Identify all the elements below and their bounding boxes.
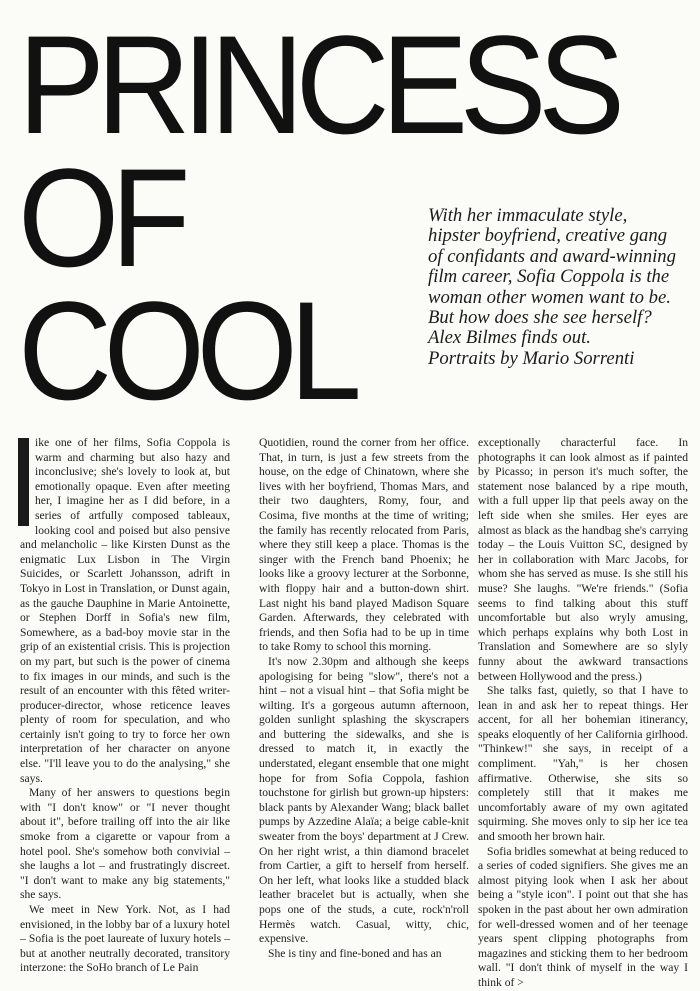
paragraph <box>20 436 230 786</box>
standfirst-line: With her immaculate style, <box>428 205 628 226</box>
headline-line-1: PRINCESS <box>18 6 617 163</box>
standfirst-line: But how does she see herself? <box>428 307 652 329</box>
standfirst-line: film career, Sofia Coppola is the <box>428 266 670 288</box>
paragraph: exceptionally characterful face. In photographs it can look almost as if painted by Picasso; in person it's much softer, the statement nose balanced by a ripe mouth, with a full upper lip that peels away on the left side when she smiles. Her eyes are almost as black as the handbag she's carrying today – the Louis Vuitton SC, designed by her in collaboration with Marc Jacobs, for whom she has served as muse. Is she still his muse? She laughs. "We're friends." (Sofia seems to find talking about this stuff uncomfortable but also wryly amusing, which perhaps explains why both Lost in Translation and Somewhere are so slyly funny about the awkward transactions between Hollywood and the press.) <box>478 436 688 683</box>
drop-cap <box>18 438 29 526</box>
standfirst-line: hipster boyfriend, creative gang <box>428 225 668 247</box>
standfirst <box>428 206 696 369</box>
paragraph: She talks fast, quietly, so that I have to lean in and ask her to repeat things. Her accent, for all her bohemian itinerancy, speaks eloquently of her California girlhood. "Thinkew!" she says, in receipt of a compliment. "Yah," is her chosen affirmative. Otherwise, she sits so completely still that it makes me uncomfortably aware of my own agitated squirming. She moves only to sip her ice tea and smooth her brown hair. <box>478 684 688 844</box>
headline-line-3: COOL <box>18 272 354 429</box>
paragraph: We meet in New York. Not, as I had envisioned, in the lobby bar of a luxury hotel – Sofia is the poet laureate of luxury hotels – but at another neutrally decorated, transitory interzone: the SoHo branch of Le Pain <box>20 903 230 975</box>
headline-line-2: OF <box>18 139 183 296</box>
standfirst-line: Alex Bilmes finds out. <box>428 327 591 349</box>
standfirst-line: woman other women want to be. <box>428 286 671 308</box>
paragraph: Many of her answers to questions begin with "I don't know" or "I never thought about it", before trailing off into the air like smoke from a cigarette or vapour from a hotel pool. She's somehow both convivial – she laughs a lot – and frustratingly discreet. "I don't want to make any big statements," she says. <box>20 786 230 902</box>
article-column-2 <box>259 436 469 961</box>
paragraph: It's now 2.30pm and although she keeps apologising for being "slow", there's not a hint – not a visual hint – that Sofia might be wilting. It's a gorgeous autumn afternoon, golden sunlight splashing the skyscrapers and buttering the sidewalks, and she is dressed to match it, in exactly the understated, elegant ensemble that one might hope for from Sofia Coppola, fashion touchstone for girlish but grown-up hipsters: black pants by Alexander Wang; black ballet pumps by Azzedine Alaïa; a beige cable-knit sweater from the boys' department at J Crew. On her right wrist, a thin diamond bracelet from Cartier, a gift to herself from herself. On her left, what looks like a studded black leather bracelet but is actually, when she pops one of the studs, a cute, rock'n'roll Hermès watch. Casual, witty, chic, expensive. <box>259 654 469 946</box>
article-column-1 <box>20 436 230 976</box>
article-column-3 <box>478 436 688 991</box>
paragraph: She is tiny and fine-boned and has an <box>268 946 442 960</box>
standfirst-line: Portraits by Mario Sorrenti <box>428 347 635 369</box>
standfirst-line: of confidants and award-winning <box>428 245 676 267</box>
paragraph-text: ike one of her films, Sofia Coppola is warm and charming but also hazy and inconclusive; she's lovely to look at, but emotionally opaque. Even after meeting her, I imagine her as I did before, in a series of artfully composed tableaux, looking cool and poised but also pensive and melancholic – like Kirsten Dunst as the enigmatic Lux Lisbon in The Virgin Suicides, or Scarlett Johansson, adrift in Tokyo in Lost in Translation, or Dunst again, as the gauche Dauphine in Marie Antoinette, or Stephen Dorff in Sofia's new film, Somewhere, as a bad-boy movie star in the grip of an existential crisis. This is projection on my part, but such is the power of cinema to fix images in our minds, and such is the result of an encounter with this fêted writer-producer-director, whose reticence leaves plenty of room for speculation, and who certainly isn't going to try to force her own interpretation of her character on anyone else. "I'll leave you to do the analysing," she says. <box>20 436 230 785</box>
paragraph: Sofia bridles somewhat at being reduced to a series of coded signifiers. She gives me an almost pitying look when I ask her about being a "style icon". I point out that she has spoken in the past about her own admiration for well-dressed women and of her teenage years spent clipping photographs from magazines and sticking them to her bedroom wall. "I don't think of myself in the way I think of > <box>478 844 688 989</box>
paragraph: Quotidien, round the corner from her office. That, in turn, is just a few streets from the house, on the edge of Chinatown, where she lives with her boyfriend, Thomas Mars, and their two daughters, Romy, four, and Cosima, five months at the time of writing; the family has recently relocated from Paris, where they still keep a place. Thomas is the singer with the French band Phoenix; he looks like a groovy lecturer at the Sorbonne, with floppy hair and a button-down shirt. Last night his band played Madison Square Garden. Afterwards, they celebrated with friends, and then Sofia had to be up in time to take Romy to school this morning. <box>259 436 469 654</box>
